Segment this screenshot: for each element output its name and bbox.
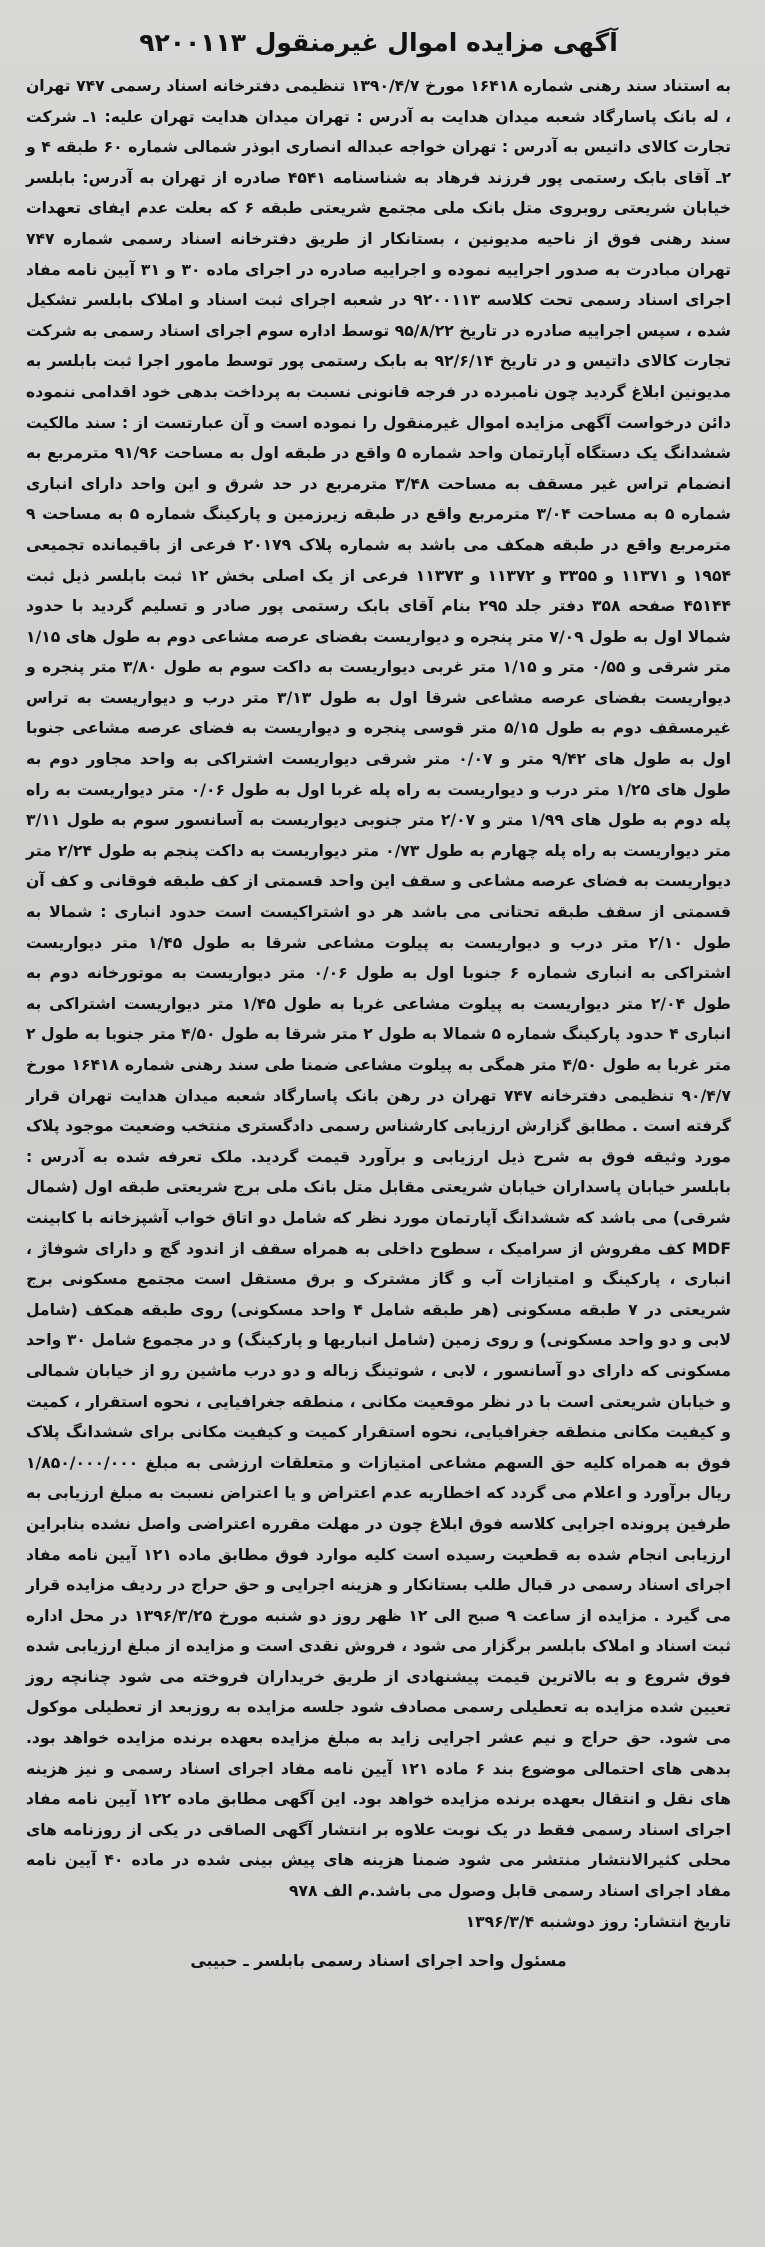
notice-title: آگهی مزایده اموال غیرمنقول ۹۲۰۰۱۱۳ (139, 28, 618, 57)
publish-date: تاریخ انتشار: روز دوشنبه ۱۳۹۶/۳/۴ (465, 1912, 731, 1931)
signature-line: مسئول واحد اجرای اسناد رسمی بابلسر ـ حبیبی (190, 1950, 567, 1970)
notice-body: به استناد سند رهنی شماره ۱۶۴۱۸ مورخ ۱۳۹۰/۴/۷ تنظیمی دفترخانه اسناد رسمی ۷۴۷ تهران ، له بانک پاسارگاد شعبه میدان هدایت به آدرس : تهران میدان هدایت تهران علیه: ۱ـ شرکت تجارت کالای داتیس به آدرس : تهران خواجه عبداله انصاری ابوذر شمالی شماره ۶۰ طبقه ۴ و ۲ـ آقای بابک رستمی پور فرزند فرهاد به شناسنامه ۴۵۴۱ صادره از تهران به آدرس: بابلسر خیابان شریعتی روبروی متل بانک ملی مجتمع شریعتی طبقه ۶ که بعلت عدم ایفای تعهدات سند رهنی فوق از ناحیه مدیونین ، بستانکار از طریق دفترخانه اسناد رسمی شماره ۷۴۷ تهران مبادرت به صدور اجراییه نموده و اجراییه صادره در اجرای ماده ۳۰ و ۳۱ آیین نامه مفاد اجرای اسناد رسمی تحت کلاسه ۹۲۰۰۱۱۳ در شعبه اجرای ثبت اسناد و املاک بابلسر تشکیل شده ، سپس اجراییه صادره در تاریخ ۹۵/۸/۲۲ توسط اداره سوم اجرای اسناد رسمی به شرکت تجارت کالای داتیس و در تاریخ ۹۲/۶/۱۴ به بابک رستمی پور توسط مامور اجرا ثبت بابلسر به مدیونین ابلاغ گردید چون نامبرده در فرجه قانونی نسبت به پرداخت بدهی خود اقدامی ننموده دائن درخواست آگهی مزایده اموال غیرمنقول را نموده است و آن عبارتست از : سند مالکیت ششدانگ یک دستگاه آپارتمان واحد شماره ۵ واقع در طبقه اول به مساحت ۹۱/۹۶ مترمربع به انضمام تراس غیر مسقف به مساحت ۳/۴۸ مترمربع در حد شرق و این واحد دارای انباری شماره ۵ به مساحت ۳/۰۴ مترمربع واقع در طبقه زیرزمین و پارکینگ شماره ۵ به مساحت ۹ مترمربع واقع در طبقه همکف می باشد به شماره پلاک ۲۰۱۷۹ فرعی از باقیمانده تجمیعی ۱۹۵۴ و ۱۱۳۷۱ و ۳۳۵۵ و ۱۱۳۷۲ و ۱۱۳۷۳ فرعی از یک اصلی بخش ۱۲ ثبت بابلسر ذیل ثبت ۴۵۱۴۴ صفحه ۳۵۸ دفتر جلد ۲۹۵ بنام آقای بابک رستمی پور صادر و تسلیم گردید با حدود شمالا اول به طول ۷/۰۹ متر پنجره و دیواریست بفضای عرصه مشاعی دوم به طول های ۱/۱۵ متر شرقی و ۰/۵۵ متر و ۱/۱۵ متر غربی دیواریست به داکت سوم به طول ۳/۸۰ متر پنجره و دیواریست بفضای عرصه مشاعی شرقا اول به طول ۳/۱۳ متر درب و دیواریست به تراس غیرمسقف دوم به طول ۵/۱۵ متر قوسی پنجره و دیواریست به فضای عرصه مشاعی جنوبا اول به طول های ۹/۴۲ متر و ۰/۰۷ متر شرقی دیواریست اشتراکی به واحد مجاور دوم به طول های ۱/۲۵ متر درب و دیواریست به راه پله غربا اول به طول ۰/۰۶ متر دیواریست به راه پله دوم به طول های ۱/۹۹ متر و ۲/۰۷ متر جنوبی دیواریست به آسانسور سوم به طول ۳/۱۱ متر دیواریست به راه پله چهارم به طول ۰/۷۳ متر دیواریست به داکت پنجم به طول ۲/۲۴ متر دیواریست به فضای عرصه مشاعی و سقف این واحد قسمتی از کف طبقه فوقانی و کف آن قسمتی از سقف طبقه تحتانی می باشد هر دو اشتراکیست است حدود انباری : شمالا به طول ۲/۱۰ متر درب و دیواریست به پیلوت مشاعی شرقا به طول ۱/۴۵ متر دیواریست اشتراکی به انباری شماره ۶ جنوبا اول به طول ۰/۰۶ متر دیواریست به موتورخانه دوم به طول ۲/۰۴ متر دیواریست به پیلوت مشاعی غربا به طول ۱/۴۵ متر دیواریست اشتراکی به انباری ۴ حدود پارکینگ شماره ۵ شمالا به طول ۲ متر شرقا به طول ۴/۵۰ متر جنوبا به طول ۲ متر غربا به طول ۴/۵۰ متر همگی به پیلوت مشاعی ضمنا طی سند رهنی شماره ۱۶۴۱۸ مورخ ۹۰/۴/۷ تنظیمی دفترخانه ۷۴۷ تهران در رهن بانک پاسارگاد شعبه میدان هدایت تهران قرار گرفته است . مطابق گزارش ارزیابی کارشناس رسمی دادگستری منتخب وضعیت موجود پلاک مورد وثیقه فوق به شرح ذیل ارزیابی و برآورد قیمت گردید. ملک تعرفه شده به آدرس : بابلسر خیابان پاسداران خیابان شریعتی مقابل متل بانک ملی برج شریعتی طبقه اول (شمال شرقی) می باشد که ششدانگ آپارتمان مورد نظر که شامل دو اتاق خواب آشپزخانه با کابینت MDF کف مفروش از سرامیک ، سطوح داخلی به همراه سقف از اندود گچ و دارای شوفاژ ، انباری ، پارکینگ و امتیازات آب و گاز مشترک و برق مستقل است مجتمع مسکونی برج شریعتی در ۷ طبقه مسکونی (هر طبقه شامل ۴ واحد مسکونی) روی طبقه همکف (شامل لابی و دو واحد مسکونی) و روی زمین (شامل انباریها و پارکینگ) و در مجموع شامل ۳۰ واحد مسکونی که دارای دو آسانسور ، لابی ، شوتینگ زباله و دو درب ماشین رو از خیابان شمالی و خیابان شریعتی است با در نظر موقعیت مکانی ، منطقه جغرافیایی ، نحوه استقرار ، کمیت و کیفیت مکانی منطقه جغرافیایی، نحوه استقرار کمیت و کیفیت مکانی برای ششدانگ پلاک فوق به همراه کلیه حق السهم مشاعی امتیازات و متعلقات ارزشی به مبلغ ۱/۸۵۰/۰۰۰/۰۰۰ ریال برآورد و اعلام می گردد که اخطاریه عدم اعتراض و یا اعتراض نسبت به مبلغ ارزیابی به طرفین پرونده اجرایی کلاسه فوق ابلاغ چون در مهلت مقرره اعتراضی واصل نشده بنابراین ارزیابی انجام شده به قطعیت رسیده است کلیه موارد فوق مطابق ماده ۱۲۱ آیین نامه مفاد اجرای اسناد رسمی در قبال طلب بستانکار و هزینه اجرایی و حق حراج در ردیف مزایده قرار می گیرد . مزایده از ساعت ۹ صبح الی ۱۲ ظهر روز دو شنبه مورخ ۱۳۹۶/۳/۲۵ در محل اداره ثبت اسناد و املاک بابلسر برگزار می شود ، فروش نقدی است و مزایده از مبلغ ارزیابی شده فوق شروع و به بالاترین قیمت پیشنهادی از طریق خریداران فروخته می شود چنانچه روز تعیین شده مزایده به تعطیلی رسمی مصادف شود جلسه مزایده به روزبعد از تعطیلی موکول می شود. حق حراج و نیم عشر اجرایی زاید به مبلغ مزایده بعهده برنده مزایده خواهد بود. بدهی های احتمالی موضوع بند ۶ ماده ۱۲۱ آیین نامه مفاد اجرای اسناد رسمی و نیز هزینه های نقل و انتقال بعهده برنده مزایده خواهد بود. این آگهی مطابق ماده ۱۲۲ آیین نامه مفاد اجرای اسناد رسمی فقط در یک نوبت علاوه بر انتشار آگهی الصاقی در یکی از روزنامه های محلی کثیرالانتشار منتشر می شود ضمنا هزینه های پیش بینی شده در ماده ۴۰ آیین نامه مفاد اجرای اسناد رسمی قابل وصول می باشد.م الف ۹۷۸ (26, 77, 732, 1901)
